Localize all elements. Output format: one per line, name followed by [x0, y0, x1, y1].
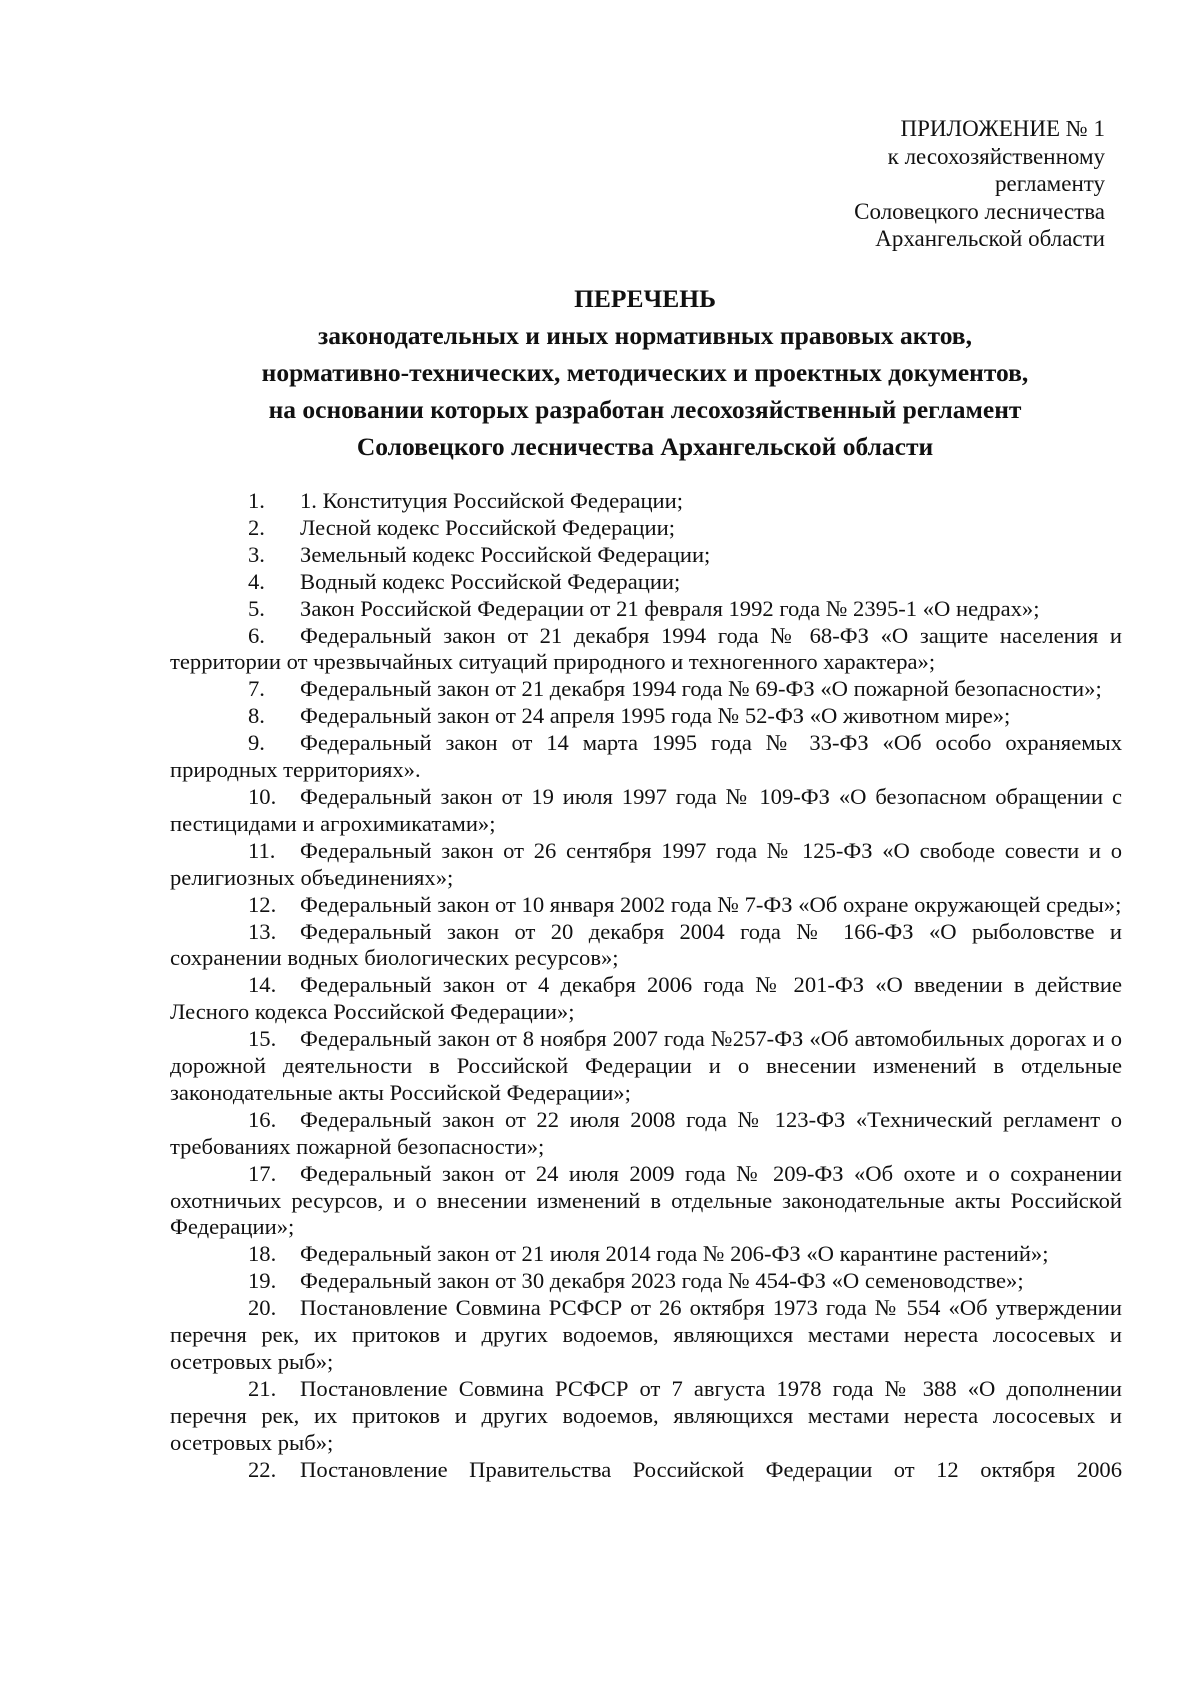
item-text: Водный кодекс Российской Федерации; [300, 568, 681, 594]
item-text: Федеральный закон от 22 июля 2008 года № 123-ФЗ «Технический регламент о требованиях пожарной безопасности»; [170, 1106, 1122, 1159]
list-item [170, 730, 1122, 784]
item-number: 5. [248, 595, 265, 621]
list-item [170, 676, 1122, 703]
item-number: 11. [248, 837, 276, 863]
annex-line: ПРИЛОЖЕНИЕ № 1 [900, 116, 1105, 141]
item-number: 13. [248, 918, 277, 944]
item-number: 2. [248, 514, 265, 540]
document-title [160, 280, 1130, 465]
list-item [170, 972, 1122, 1026]
list-item [170, 1026, 1122, 1107]
item-text: Федеральный закон от 26 сентября 1997 года № 125-ФЗ «О свободе совести и о религиозных объединениях»; [170, 837, 1122, 890]
item-number: 1. [248, 488, 265, 513]
item-text: Федеральный закон от 21 июля 2014 года № 206-ФЗ «О карантине растений»; [300, 1241, 1049, 1267]
item-number: 19. [248, 1268, 277, 1294]
item-text: Закон Российской Федерации от 21 февраля 1992 года № 2395-1 «О недрах»; [300, 595, 1040, 621]
list-item [170, 569, 1122, 596]
item-text: Федеральный закон от 20 декабря 2004 года № 166-ФЗ «О рыболовстве и сохранении водных биологических ресурсов»; [170, 918, 1122, 971]
item-number: 3. [248, 541, 265, 567]
item-text: Федеральный закон от 19 июля 1997 года № 109-ФЗ «О безопасном обращении с пестицидами и агрохимикатами»; [170, 783, 1122, 836]
title-line: на основании которых разработан лесохозяйственный регламент [268, 395, 1022, 424]
item-text: Федеральный закон от 14 марта 1995 года № 33-ФЗ «Об особо охраняемых природных территориях». [170, 730, 1122, 783]
item-number: 4. [248, 568, 265, 594]
item-text: Федеральный закон от 10 января 2002 года № 7-ФЗ «Об охране окружающей среды»; [300, 891, 1122, 917]
item-number: 7. [248, 676, 265, 702]
item-text: Земельный кодекс Российской Федерации; [300, 541, 711, 567]
item-number: 8. [248, 703, 265, 729]
item-number: 15. [248, 1026, 277, 1052]
list-item [170, 1457, 1122, 1484]
title-line: Соловецкого лесничества Архангельской области [356, 432, 934, 461]
annex-line: Соловецкого лесничества [854, 198, 1105, 224]
item-text: Федеральный закон от 24 июля 2009 года № 209-ФЗ «Об охоте и о сохранении охотничьих ресурсов, и о внесении изменений в отдельные законодательные акты Российской Федерации»; [170, 1160, 1122, 1240]
item-text: 1. Конституция Российской Федерации; [300, 488, 683, 513]
item-text: Постановление Совмина РСФСР от 26 октября 1973 года № 554 «Об утверждении перечня рек, их притоков и других водоемов, являющихся местами нереста лососевых и осетровых рыб»; [170, 1295, 1122, 1374]
annex-line: к лесохозяйственному [887, 143, 1105, 169]
item-text: Федеральный закон от 21 декабря 1994 года № 68-ФЗ «О защите населения и территории от чрезвычайных ситуаций природного и техногенного характера»; [170, 622, 1122, 675]
acts-list [170, 488, 1122, 1484]
list-item [170, 1268, 1122, 1295]
item-text: Федеральный закон от 24 апреля 1995 года № 52-ФЗ «О животном мире»; [300, 703, 1011, 729]
item-text: Федеральный закон от 4 декабря 2006 года № 201-ФЗ «О введении в действие Лесного кодекса Российской Федерации»; [170, 972, 1122, 1025]
item-number: 17. [248, 1160, 277, 1186]
list-item [170, 784, 1122, 838]
title-heading: ПЕРЕЧЕНЬ [574, 284, 716, 313]
item-text: Федеральный закон от 30 декабря 2023 года № 454-ФЗ «О семеноводстве»; [300, 1268, 1024, 1294]
item-text: Федеральный закон от 8 ноября 2007 года №257-ФЗ «Об автомобильных дорогах и о дорожной деятельности в Российской Федерации и о внесении изменений в отдельные законодательные акты Российской Федерации»; [170, 1026, 1122, 1105]
list-item [170, 1107, 1122, 1161]
item-text: Постановление Совмина РСФСР от 7 августа 1978 года № 388 «О дополнении перечня рек, их притоков и других водоемов, являющихся местами нереста лососевых и осетровых рыб»; [170, 1375, 1122, 1455]
item-text: Федеральный закон от 21 декабря 1994 года № 69-ФЗ «О пожарной безопасности»; [300, 676, 1102, 702]
item-number: 21. [248, 1375, 277, 1401]
annex-line: регламенту [995, 171, 1105, 196]
item-number: 9. [248, 730, 265, 756]
item-text: Лесной кодекс Российской Федерации; [300, 514, 675, 540]
list-item [170, 1295, 1122, 1376]
list-item [170, 1241, 1122, 1268]
annex-header [705, 115, 1105, 253]
item-number: 20. [248, 1295, 277, 1321]
title-line: законодательных и иных нормативных правовых актов, [318, 321, 972, 350]
item-number: 14. [248, 972, 277, 998]
item-number: 22. [248, 1456, 277, 1482]
list-item [170, 892, 1122, 919]
list-item [170, 1376, 1122, 1457]
list-item [170, 542, 1122, 569]
list-item [170, 488, 1122, 515]
list-item [170, 919, 1122, 973]
list-item [170, 515, 1122, 542]
item-text: Постановление Правительства Российской Федерации от 12 октября 2006 [300, 1456, 1122, 1482]
list-item [170, 596, 1122, 623]
list-item [170, 623, 1122, 677]
item-number: 18. [248, 1241, 277, 1267]
item-number: 10. [248, 783, 277, 809]
list-item [170, 1161, 1122, 1242]
item-number: 6. [248, 622, 265, 648]
list-item [170, 838, 1122, 892]
title-line: нормативно-технических, методических и проектных документов, [261, 358, 1029, 387]
list-item [170, 703, 1122, 730]
item-number: 12. [248, 891, 277, 917]
item-number: 16. [248, 1106, 277, 1132]
annex-line: Архангельской области [875, 226, 1105, 251]
